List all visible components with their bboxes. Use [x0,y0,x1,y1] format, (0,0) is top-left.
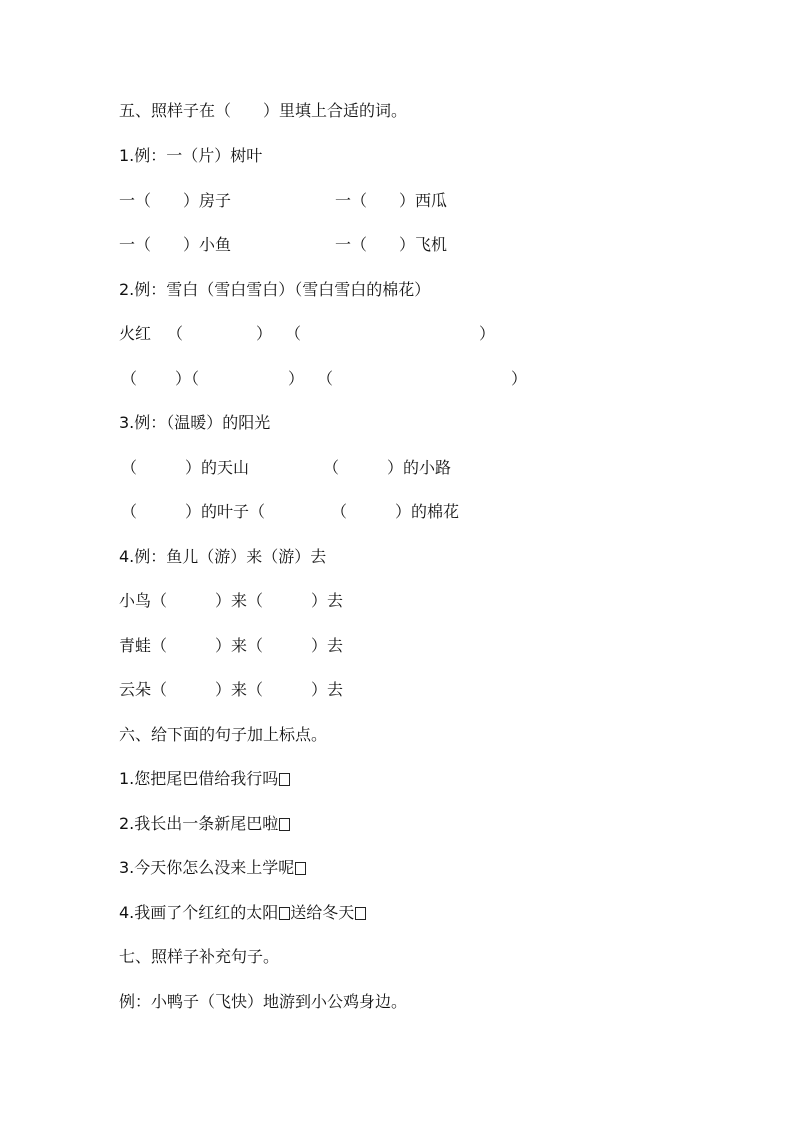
s6-sentence-1-text: 1.您把尾巴借给我行吗 [119,769,279,788]
q2-example: 2.例：雪白（雪白雪白）（雪白雪白的棉花） [119,280,431,299]
q1-example: 1.例：一（片）树叶 [119,146,263,165]
q1-row2-right: 一（ ）飞机 [335,235,448,254]
q2-row1-word: 火红 [119,324,152,343]
q3-example: 3.例：（温暖）的阳光 [119,413,271,432]
q3-row2 [119,501,460,523]
punctuation-box [279,773,290,786]
q2-row2-paren2-open: （ [317,369,334,388]
q3-row1 [119,457,452,479]
q2-row1-paren2-open: （ [285,324,302,343]
q4-example: 4.例：鱼儿（游）来（游）去 [119,547,327,566]
q3-row2-left: （ ）的叶子（ [121,502,266,521]
q1-row2 [119,234,448,256]
q2-row2-paren2-close: ） [511,369,528,388]
s6-sentence-2-text: 2.我长出一条新尾巴啦 [119,814,279,833]
q2-row2-paren-mid: ）（ [175,369,200,388]
s6-sentence-4-text-b: 送给冬天 [290,903,355,922]
s6-sentence-1 [119,768,290,790]
section7-example: 例：小鸭子（飞快）地游到小公鸡身边。 [119,992,408,1011]
punctuation-box [355,907,366,920]
q3-row1-right: （ ）的小路 [323,458,452,477]
q1-row1 [119,190,448,212]
s6-sentence-3-text: 3.今天你怎么没来上学呢 [119,858,295,877]
section5-heading: 五、照样子在（ ）里填上合适的词。 [119,101,408,120]
q2-row1 [119,323,496,345]
s6-sentence-2 [119,813,290,835]
section6-heading: 六、给下面的句子加上标点。 [119,725,328,744]
q3-row2-right: （ ）的棉花 [331,502,460,521]
punctuation-box [295,862,306,875]
q4-row3: 云朵（ ）来（ ）去 [119,680,344,699]
q4-row1: 小鸟（ ）来（ ）去 [119,591,344,610]
punctuation-box [279,818,290,831]
q1-row1-left: 一（ ）房子 [119,191,232,210]
q2-row2-paren-close: ） [288,369,305,388]
q2-row1-paren-close: ） [256,324,273,343]
q2-row1-paren-open: （ [167,324,184,343]
punctuation-box [279,907,290,920]
q2-row2 [119,368,528,390]
s6-sentence-3 [119,857,306,879]
s6-sentence-4 [119,902,366,924]
q1-row2-left: 一（ ）小鱼 [119,235,232,254]
s6-sentence-4-text-a: 4.我画了个红红的太阳 [119,903,279,922]
q4-row2: 青蛙（ ）来（ ）去 [119,636,344,655]
q2-row2-paren-open: （ [121,369,138,388]
q2-row1-paren2-close: ） [479,324,496,343]
q1-row1-right: 一（ ）西瓜 [335,191,448,210]
section7-heading: 七、照样子补充句子。 [119,947,280,966]
q3-row1-left: （ ）的天山 [121,458,250,477]
